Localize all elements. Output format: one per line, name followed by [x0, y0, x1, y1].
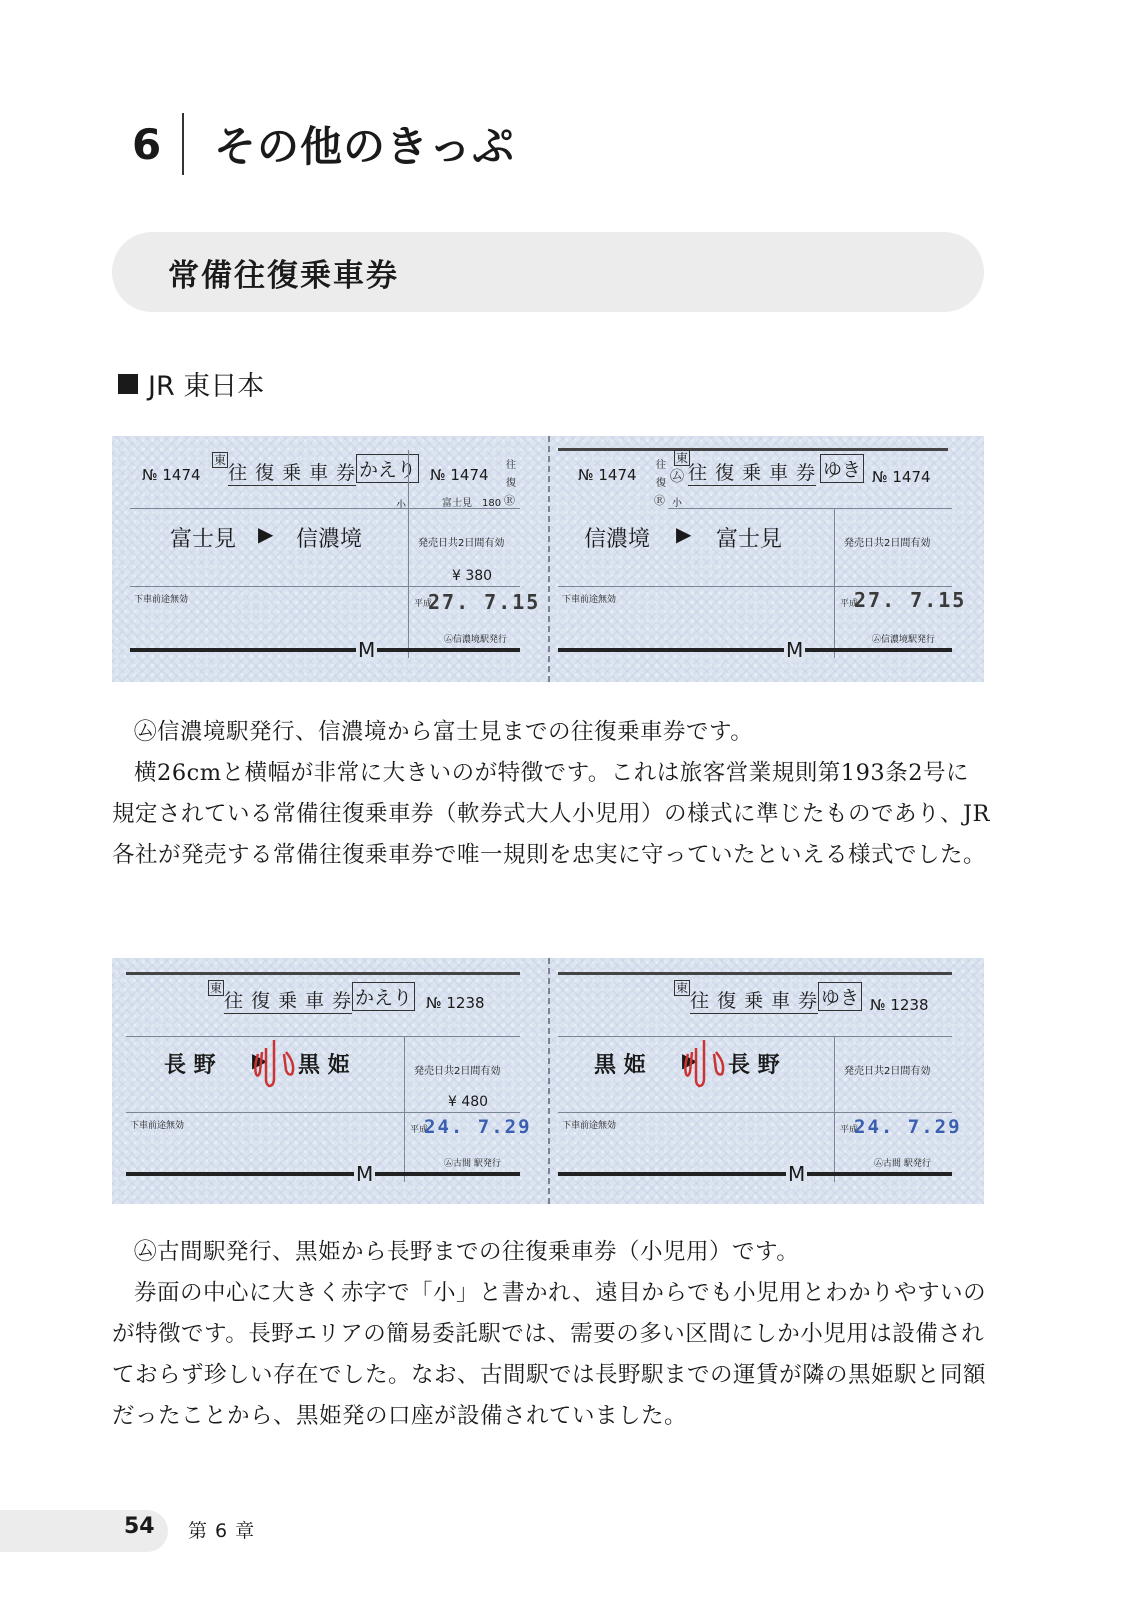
void-notice: 下車前途無効 [134, 595, 189, 605]
issuer-mark: ㋰ [670, 469, 684, 485]
caption-1-body: 横26cmと横幅が非常に大きいのが特徴です。これは旅客営業規則第193条2号に規定されている常備往復乗車券（軟券式大人小児用）の様式に準じたものであり、JR各社が発売する常備往復乗車券で唯一規則を忠実に守っていたといえる様式でした。 [112, 760, 990, 868]
to-station: 黒 姫 [298, 1053, 350, 1078]
stub-number: № 1474 [430, 466, 489, 484]
to-station: 信濃境 [296, 527, 363, 552]
date-stamp: 24. 7.29 [854, 1116, 962, 1138]
ticket-2-yuki [548, 958, 984, 1204]
red-sho-mark-icon [682, 1036, 732, 1090]
ticket-number: № 1238 [870, 996, 929, 1014]
caption-2-line1: ㋰古間駅発行、黒姫から長野までの往復乗車券（小児用）です。 [134, 1239, 800, 1265]
era: 平成 [414, 599, 433, 609]
issuer: ㋰信濃境駅発行 [872, 635, 936, 645]
east-mark: 東 [676, 981, 689, 995]
caption-1-line1: ㋰信濃境駅発行、信濃境から富士見までの往復乗車券です。 [134, 719, 754, 745]
chapter-title: その他のきっぷ [214, 122, 516, 171]
sho-mark: 小 [396, 500, 406, 511]
date-stamp: 27. 7.15 [428, 590, 541, 614]
caption-2-body: 券面の中心に大きく赤字で「小」と書かれ、遠目からでも小児用とわかりやすいのが特徴です。長野エリアの簡易委託駅では、需要の多い区間にしか小児用は設備されておらず珍しい存在でした。なお、古間駅では長野駅までの運賃が隣の黒姫駅と同額だったことから、黒姫発の口座が設備されていました。 [112, 1280, 987, 1429]
stub-number: № 1474 [872, 468, 931, 486]
stub-fare: 富士見 180 [442, 498, 502, 509]
ticket-title: 往 復 乗 車 券 [688, 458, 816, 486]
square-bullet-icon [118, 374, 138, 394]
arrow-icon: ▶ [682, 1048, 698, 1072]
ticket-1-yuki [548, 436, 984, 682]
side-mark: 往 [656, 460, 666, 471]
ticket-title: 往 復 乗 車 券 [228, 458, 356, 486]
era: 平成 [840, 599, 859, 609]
caption-2 [112, 1232, 992, 1437]
arrow-icon: ▶ [676, 522, 692, 546]
m-mark: M [788, 1162, 806, 1186]
m-mark: M [356, 1162, 374, 1186]
arrow-icon: ▶ [258, 522, 274, 546]
ticket-photo-1 [112, 436, 984, 682]
from-station: 信濃境 [584, 527, 651, 552]
void-notice: 下車前途無効 [562, 595, 617, 605]
side-mark: 往 [506, 460, 516, 471]
r-mark: Ⓡ [504, 494, 515, 507]
direction-tag: かえり [352, 982, 415, 1011]
validity: 発売日共2日間有効 [844, 538, 931, 549]
east-mark: 東 [676, 451, 689, 465]
ticket-1-kaeri [112, 436, 548, 682]
issuer: ㋰信濃境駅発行 [444, 635, 508, 645]
direction-tag: ゆき [818, 982, 862, 1011]
ticket-number: № 1474 [578, 466, 637, 484]
page-number: 54 [124, 1514, 155, 1539]
m-mark: M [358, 638, 376, 662]
red-sho-mark-icon [252, 1036, 302, 1090]
caption-1 [112, 712, 992, 876]
issuer: ㋰古間 駅発行 [874, 1159, 931, 1169]
validity: 発売日共2日間有効 [414, 1066, 501, 1077]
fare: ¥ 480 [448, 1094, 489, 1110]
era: 平成 [840, 1125, 859, 1135]
fare: ¥ 380 [452, 568, 493, 584]
void-notice: 下車前途無効 [562, 1121, 617, 1131]
subheading-text: JR 東日本 [148, 371, 265, 402]
date-stamp: 24. 7.29 [424, 1116, 532, 1138]
validity: 発売日共2日間有効 [844, 1066, 931, 1077]
from-station: 富士見 [170, 527, 237, 552]
section-bar [112, 232, 984, 312]
validity: 発売日共2日間有効 [418, 538, 505, 549]
sho-mark: 小 [672, 498, 682, 509]
section-title: 常備往復乗車券 [168, 257, 399, 294]
ticket-2-kaeri [112, 958, 548, 1204]
direction-tag: かえり [356, 454, 419, 483]
ticket-title: 往 復 乗 車 券 [224, 986, 352, 1014]
from-station: 長 野 [164, 1053, 216, 1078]
side-mark-2: 復 [506, 478, 516, 489]
east-mark: 東 [210, 981, 223, 995]
ticket-number: № 1474 [142, 466, 201, 484]
arrow-icon: ▶ [252, 1048, 268, 1072]
ticket-title: 往 復 乗 車 券 [690, 986, 818, 1014]
m-mark: M [786, 638, 804, 662]
to-station: 富士見 [716, 527, 783, 552]
chapter-heading [132, 112, 515, 176]
from-station: 黒 姫 [594, 1053, 646, 1078]
chapter-divider [182, 113, 184, 175]
issuer: ㋰古間 駅発行 [444, 1159, 501, 1169]
ticket-photo-2 [112, 958, 984, 1204]
void-notice: 下車前途無効 [130, 1121, 185, 1131]
direction-tag: ゆき [820, 454, 864, 483]
era: 平成 [410, 1125, 429, 1135]
ticket-number: № 1238 [426, 994, 485, 1012]
to-station: 長 野 [728, 1053, 780, 1078]
date-stamp: 27. 7.15 [854, 588, 967, 612]
side-mark-2: 復 [656, 478, 666, 489]
footer-chapter: 第 6 章 [188, 1520, 256, 1542]
chapter-number: 6 [132, 119, 162, 169]
subheading [118, 364, 264, 403]
east-mark: 東 [214, 453, 227, 467]
r-mark: Ⓡ [654, 494, 665, 507]
